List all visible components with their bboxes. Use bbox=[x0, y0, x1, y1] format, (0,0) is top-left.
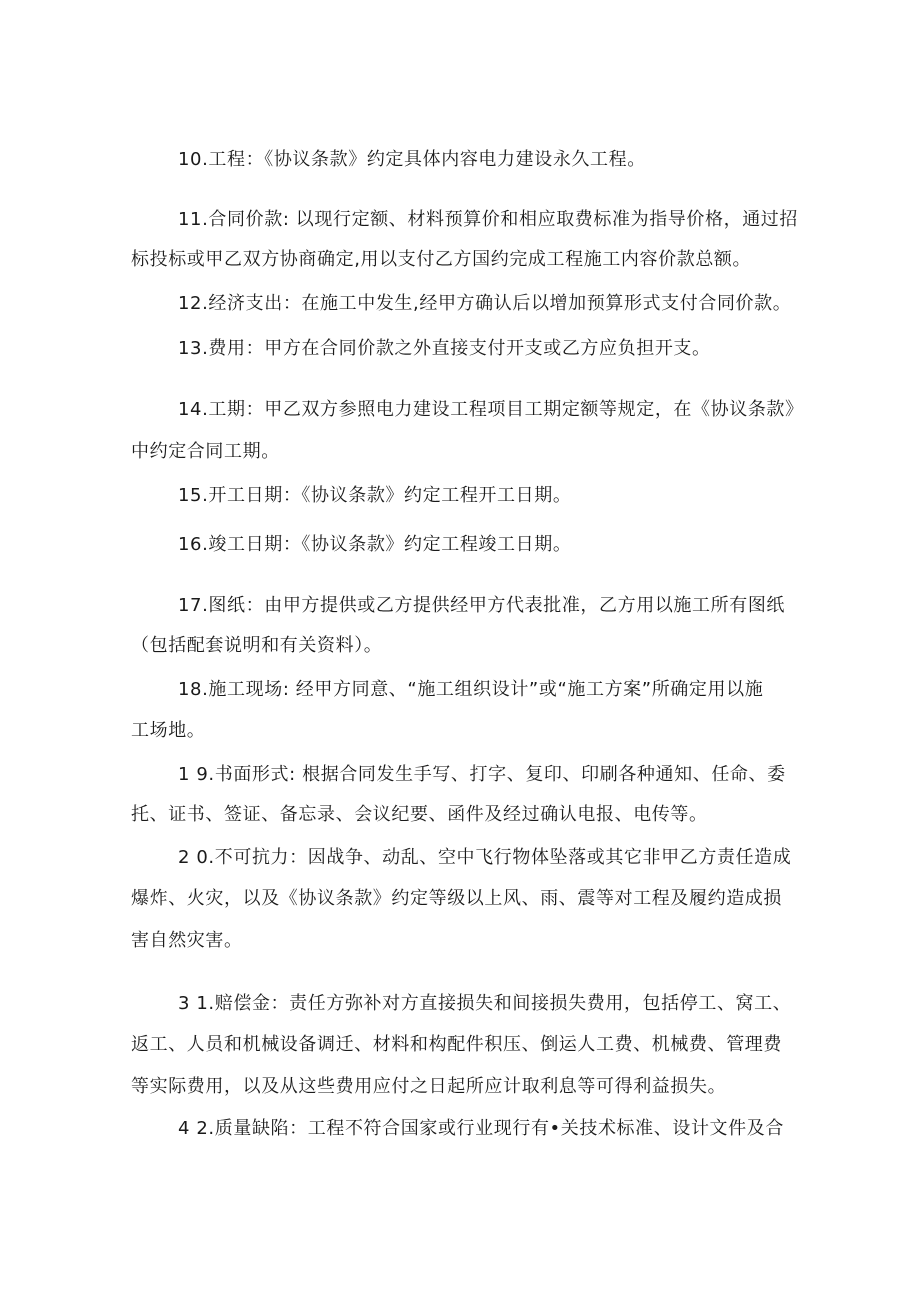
clause-42-line-1: 4 2.质量缺陷：工程不符合国家或行业现行有•关技术标准、设计文件及合 bbox=[178, 1118, 784, 1139]
clause-11-line-1: 11.合同价款: 以现行定额、材料预算价和相应取费标准为指导价格，通过招 bbox=[178, 209, 799, 230]
clause-16-line-1: 16.竣工日期：《协议条款》约定工程竣工日期。 bbox=[178, 534, 572, 555]
clause-11-line-2: 标投标或甲乙双方协商确定,用以支付乙方国约完成工程施工内容价款总额。 bbox=[131, 249, 752, 270]
clause-19-line-2: 托、证书、签证、备忘录、会议纪要、函件及经过确认电报、电传等。 bbox=[131, 804, 708, 825]
clause-20-line-1: 2 0.不可抗力：因战争、动乱、空中飞行物体坠落或其它非甲乙方责任造成 bbox=[178, 847, 792, 868]
clause-31-line-3: 等实际费用，以及从这些费用应付之日起所应计取利息等可得利益损失。 bbox=[131, 1076, 727, 1097]
clause-19-line-1: 1 9.书面形式: 根据合同发生手写、打字、复印、印刷各种通知、任命、委 bbox=[178, 764, 786, 785]
clause-17-line-2: （包括配套说明和有关资料）。 bbox=[131, 635, 383, 656]
clause-13-line-1: 13.费用：甲方在合同价款之外直接支付开支或乙方应负担开支。 bbox=[178, 338, 711, 359]
clause-20-line-2: 爆炸、火灾，以及《协议条款》约定等级以上风、雨、震等对工程及履约造成损 bbox=[131, 888, 782, 909]
clause-10-line-1: 10.工程：《协议条款》约定具体内容电力建设永久工程。 bbox=[178, 149, 646, 170]
clause-18-line-2: 工场地。 bbox=[131, 720, 206, 741]
clause-31-line-2: 返工、人员和机械设备调迁、材料和构配件积压、倒运人工费、机械费、管理费 bbox=[131, 1034, 782, 1055]
clause-17-line-1: 17.图纸：由甲方提供或乙方提供经甲方代表批准，乙方用以施工所有图纸 bbox=[178, 595, 786, 616]
clause-31-line-1: 3 1.赔偿金：责任方弥补对方直接损失和间接损失费用，包括停工、窝工、 bbox=[178, 993, 792, 1014]
clause-18-line-1: 18.施工现场: 经甲方同意、“施工组织设计”或“施工方案”所确定用以施 bbox=[178, 679, 764, 700]
clause-12-line-1: 12.经济支出：在施工中发生,经甲方确认后以增加预算形式支付合同价款。 bbox=[178, 293, 792, 314]
clause-15-line-1: 15.开工日期：《协议条款》约定工程开工日期。 bbox=[178, 485, 572, 506]
clause-20-line-3: 害自然灾害。 bbox=[131, 930, 243, 951]
clause-14-line-2: 中约定合同工期。 bbox=[131, 441, 280, 462]
clause-14-line-1: 14.工期：甲乙双方参照电力建设工程项目工期定额等规定，在《协议条款》 bbox=[178, 399, 804, 420]
